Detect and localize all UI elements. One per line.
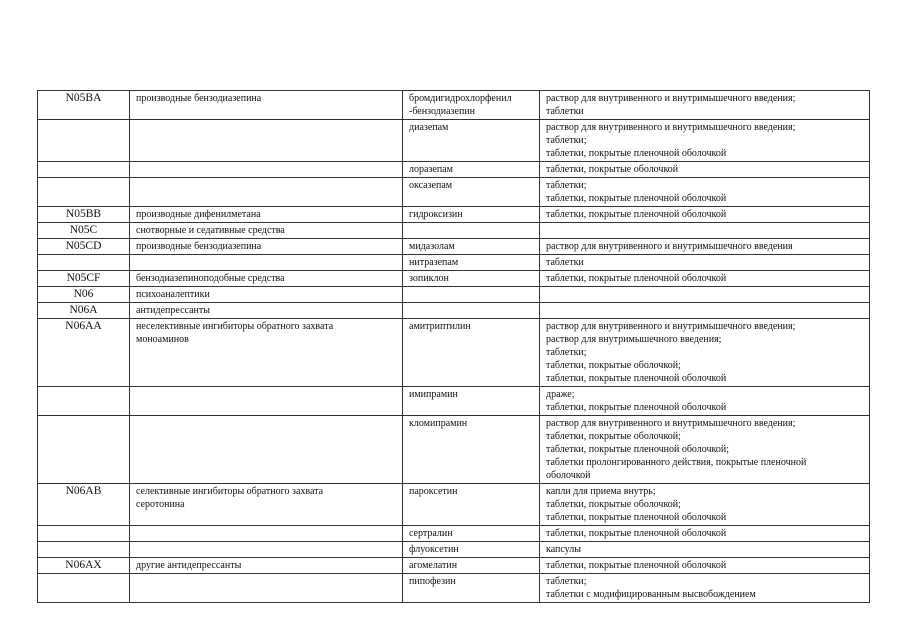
drug-name-line: пароксетин	[409, 486, 458, 497]
drug-name-cell	[403, 416, 540, 484]
atc-code-cell	[38, 120, 130, 162]
atc-code-cell	[38, 542, 130, 558]
drug-name-line: -бензодиазепин	[409, 106, 476, 117]
atc-code-cell	[38, 574, 130, 603]
dosage-form-line: драже;	[546, 389, 575, 400]
drug-name-line: имипрамин	[409, 389, 458, 400]
dosage-form-line: раствор для внутривенного и внутримышечного введения;	[546, 122, 796, 133]
dosage-form-line: таблетки, покрытые оболочкой;	[546, 499, 681, 510]
table-row	[38, 542, 870, 558]
group-name-line: моноаминов	[136, 334, 189, 345]
dosage-form-line: таблетки, покрытые оболочкой	[546, 164, 679, 175]
group-name-line: селективные ингибиторы обратного захвата	[136, 486, 324, 497]
dosage-form-line: таблетки, покрытые оболочкой;	[546, 431, 681, 442]
drug-name-cell	[403, 91, 540, 120]
drug-name-cell	[403, 207, 540, 223]
atc-code-cell	[38, 416, 130, 484]
drug-name-cell	[403, 178, 540, 207]
group-name-cell	[130, 484, 403, 526]
dosage-forms-cell	[540, 287, 870, 303]
drug-name-cell	[403, 223, 540, 239]
dosage-forms-cell	[540, 484, 870, 526]
dosage-form-line: таблетки, покрытые пленочной оболочкой	[546, 402, 727, 413]
dosage-forms-cell	[540, 207, 870, 223]
group-name-cell	[130, 287, 403, 303]
group-name-cell	[130, 223, 403, 239]
group-name-cell	[130, 558, 403, 574]
table-row	[38, 526, 870, 542]
drug-name-line: гидроксизин	[409, 209, 463, 220]
group-name-cell	[130, 416, 403, 484]
dosage-forms-cell	[540, 162, 870, 178]
dosage-form-line: таблетки;	[546, 135, 587, 146]
dosage-form-line: таблетки	[546, 257, 584, 268]
dosage-forms-cell	[540, 178, 870, 207]
group-name-cell	[130, 207, 403, 223]
dosage-form-line: таблетки пролонгированного действия, покрытые пленочной	[546, 457, 807, 468]
dosage-form-line: раствор для внутривенного и внутримышечного введения;	[546, 93, 796, 104]
dosage-form-line: таблетки с модифицированным высвобождением	[546, 589, 756, 600]
table-body	[38, 91, 870, 603]
dosage-form-line: таблетки, покрытые пленочной оболочкой	[546, 560, 727, 571]
drug-name-line: мидазолам	[409, 241, 455, 252]
atc-code-cell: N05C	[38, 223, 130, 239]
dosage-forms-cell	[540, 558, 870, 574]
table-row	[38, 207, 870, 223]
table-row	[38, 91, 870, 120]
atc-code-cell: N06AB	[38, 484, 130, 526]
atc-code-cell: N06AX	[38, 558, 130, 574]
dosage-form-line: таблетки;	[546, 347, 587, 358]
group-name-cell	[130, 178, 403, 207]
drug-name-cell	[403, 484, 540, 526]
dosage-form-line: капсулы	[546, 544, 581, 555]
dosage-form-line: таблетки, покрытые пленочной оболочкой	[546, 193, 727, 204]
drug-name-line: лоразепам	[409, 164, 453, 175]
dosage-form-line: таблетки, покрытые пленочной оболочкой	[546, 528, 727, 539]
dosage-forms-cell	[540, 91, 870, 120]
atc-code-cell	[38, 387, 130, 416]
group-name-line: производные бензодиазепина	[136, 93, 262, 104]
group-name-cell	[130, 574, 403, 603]
atc-code-cell: N05BA	[38, 91, 130, 120]
table-row	[38, 558, 870, 574]
table-row	[38, 120, 870, 162]
dosage-form-line: раствор для внутривенного и внутримышечного введения;	[546, 418, 796, 429]
dosage-forms-cell	[540, 303, 870, 319]
drug-name-line: агомелатин	[409, 560, 458, 571]
group-name-cell	[130, 255, 403, 271]
dosage-form-line: таблетки, покрытые пленочной оболочкой	[546, 273, 727, 284]
drug-name-cell	[403, 574, 540, 603]
drug-name-cell	[403, 255, 540, 271]
table-row	[38, 271, 870, 287]
group-name-line: снотворные и седативные средства	[136, 225, 285, 236]
drug-name-cell	[403, 287, 540, 303]
group-name-line: психоаналептики	[136, 289, 210, 300]
drug-name-cell	[403, 239, 540, 255]
drug-name-line: флуоксетин	[409, 544, 459, 555]
group-name-cell	[130, 542, 403, 558]
dosage-form-line: раствор для внутривенного и внутримышечного введения;	[546, 321, 796, 332]
group-name-cell	[130, 91, 403, 120]
drug-classification-table	[37, 90, 870, 603]
drug-name-cell	[403, 387, 540, 416]
table-row	[38, 484, 870, 526]
dosage-forms-cell	[540, 526, 870, 542]
drug-name-cell	[403, 526, 540, 542]
dosage-forms-cell	[540, 542, 870, 558]
group-name-line: бензодиазепиноподобные средства	[136, 273, 285, 284]
drug-name-cell	[403, 319, 540, 387]
table-row	[38, 303, 870, 319]
drug-name-cell	[403, 162, 540, 178]
dosage-forms-cell	[540, 416, 870, 484]
group-name-line: производные дифенилметана	[136, 209, 261, 220]
dosage-forms-cell	[540, 223, 870, 239]
table-row	[38, 416, 870, 484]
dosage-form-line: таблетки, покрытые пленочной оболочкой;	[546, 444, 730, 455]
group-name-line: неселективные ингибиторы обратного захвата	[136, 321, 334, 332]
group-name-line: производные бензодиазепина	[136, 241, 262, 252]
group-name-line: антидепрессанты	[136, 305, 210, 316]
dosage-form-line: таблетки;	[546, 576, 587, 587]
drug-name-cell	[403, 271, 540, 287]
atc-code-cell: N06	[38, 287, 130, 303]
table-row	[38, 387, 870, 416]
dosage-form-line: таблетки, покрытые пленочной оболочкой	[546, 512, 727, 523]
dosage-form-line: таблетки;	[546, 180, 587, 191]
drug-name-cell	[403, 303, 540, 319]
drug-name-cell	[403, 558, 540, 574]
dosage-form-line: таблетки	[546, 106, 584, 117]
dosage-forms-cell	[540, 120, 870, 162]
group-name-line: серотонина	[136, 499, 185, 510]
drug-name-line: зопиклон	[409, 273, 449, 284]
drug-name-cell	[403, 542, 540, 558]
table-row	[38, 255, 870, 271]
group-name-cell	[130, 120, 403, 162]
drug-name-line: сертралин	[409, 528, 453, 539]
atc-code-cell: N06A	[38, 303, 130, 319]
atc-code-cell: N05CF	[38, 271, 130, 287]
atc-code-cell	[38, 526, 130, 542]
table-row	[38, 319, 870, 387]
drug-name-line: кломипрамин	[409, 418, 468, 429]
table-row	[38, 287, 870, 303]
dosage-forms-cell	[540, 255, 870, 271]
table-row	[38, 239, 870, 255]
table-row	[38, 574, 870, 603]
group-name-cell	[130, 303, 403, 319]
atc-code-cell	[38, 162, 130, 178]
drug-name-line: нитразепам	[409, 257, 459, 268]
table-row	[38, 178, 870, 207]
dosage-form-line: оболочкой	[546, 470, 591, 481]
atc-code-cell: N05CD	[38, 239, 130, 255]
dosage-form-line: таблетки, покрытые пленочной оболочкой	[546, 209, 727, 220]
dosage-form-line: таблетки, покрытые оболочкой;	[546, 360, 681, 371]
group-name-cell	[130, 239, 403, 255]
group-name-cell	[130, 387, 403, 416]
dosage-form-line: таблетки, покрытые пленочной оболочкой	[546, 373, 727, 384]
drug-name-line: диазепам	[409, 122, 449, 133]
atc-code-cell: N05BB	[38, 207, 130, 223]
atc-code-cell	[38, 178, 130, 207]
drug-name-line: бромдигидрохлорфенил	[409, 93, 512, 104]
group-name-cell	[130, 319, 403, 387]
group-name-cell	[130, 271, 403, 287]
group-name-cell	[130, 526, 403, 542]
group-name-cell	[130, 162, 403, 178]
dosage-form-line: раствор для внутривенного и внутримышечного введения	[546, 241, 793, 252]
dosage-forms-cell	[540, 239, 870, 255]
dosage-forms-cell	[540, 271, 870, 287]
drug-name-line: оксазепам	[409, 180, 453, 191]
atc-code-cell	[38, 255, 130, 271]
drug-name-line: пипофезин	[409, 576, 456, 587]
dosage-form-line: раствор для внутримышечного введения;	[546, 334, 722, 345]
drug-name-line: амитриптилин	[409, 321, 471, 332]
dosage-forms-cell	[540, 387, 870, 416]
drug-name-cell	[403, 120, 540, 162]
dosage-forms-cell	[540, 574, 870, 603]
dosage-forms-cell	[540, 319, 870, 387]
atc-code-cell: N06AA	[38, 319, 130, 387]
dosage-form-line: капли для приема внутрь;	[546, 486, 656, 497]
table-row	[38, 223, 870, 239]
dosage-form-line: таблетки, покрытые пленочной оболочкой	[546, 148, 727, 159]
table-row	[38, 162, 870, 178]
group-name-line: другие антидепрессанты	[136, 560, 242, 571]
